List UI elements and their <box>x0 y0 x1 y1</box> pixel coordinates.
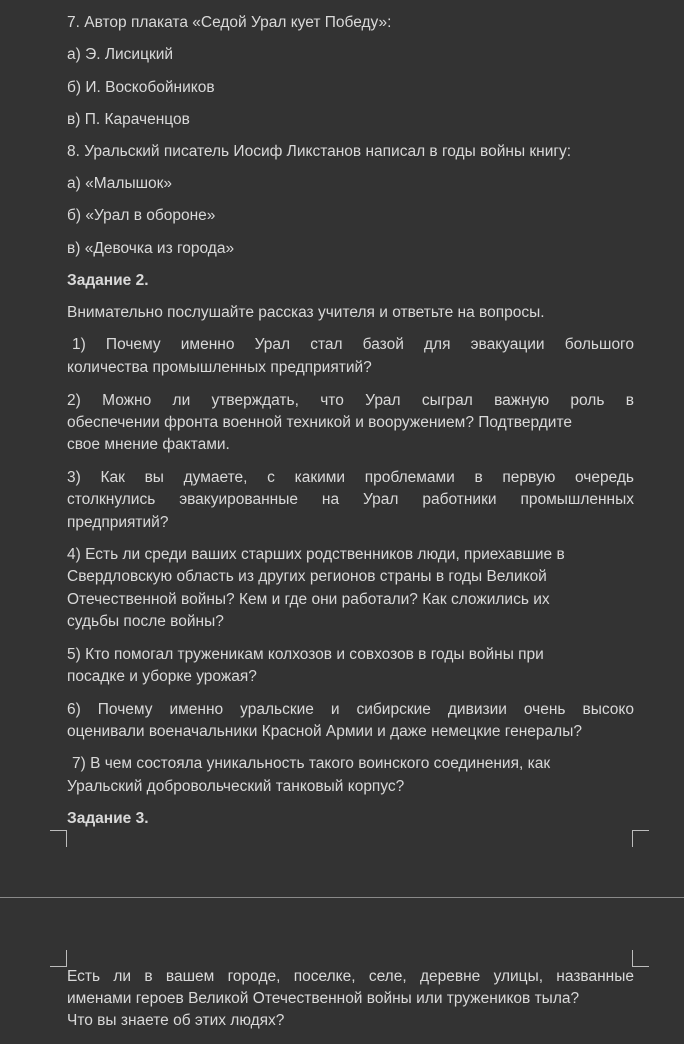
task2-heading: Задание 2. <box>67 272 149 289</box>
task2-q3-line3: предприятий? <box>67 514 169 531</box>
task2-q5-line1: 5) Кто помогал труженикам колхозов и совхозов в годы войны при <box>67 646 544 663</box>
task2-q6-line1: 6) Почему именно уральские и сибирские дивизии очень высоко <box>67 701 634 718</box>
crop-mark-bottom-left <box>50 950 67 967</box>
task2-q1-line2: количества промышленных предприятий? <box>67 359 372 376</box>
page-separator <box>0 897 684 898</box>
task2-q2-line1: 2) Можно ли утверждать, что Урал сыграл важную роль в <box>67 392 634 409</box>
task3-line1: Есть ли в вашем городе, поселке, селе, деревне улицы, названные <box>67 968 634 985</box>
q8-option-b: б) «Урал в обороне» <box>67 207 216 224</box>
q7-option-a: а) Э. Лисицкий <box>67 46 174 63</box>
question-7: 7. Автор плаката «Седой Урал кует Победу»: <box>67 14 392 31</box>
task2-q4-line4: судьбы после войны? <box>67 613 224 630</box>
task3-line3: Что вы знаете об этих людях? <box>67 1012 285 1029</box>
task3-heading: Задание 3. <box>67 810 149 827</box>
task2-q4-line1: 4) Есть ли среди ваших старших родственников люди, приехавшие в <box>67 546 565 563</box>
task2-intro: Внимательно послушайте рассказ учителя и ответьте на вопросы. <box>67 304 545 321</box>
task2-q2-line2: обеспечении фронта военной техникой и вооружением? Подтвердите <box>67 414 572 431</box>
task2-q4-line2: Свердловскую область из других регионов страны в годы Великой <box>67 568 547 585</box>
crop-mark-top-right <box>632 830 649 847</box>
task2-q1-line1: 1) Почему именно Урал стал базой для эвакуации большого <box>72 336 634 353</box>
task2-q7-line2: Уральский добровольческий танковый корпус? <box>67 778 405 795</box>
crop-mark-bottom-right <box>632 950 649 967</box>
task2-q3-line2: столкнулись эвакуированные на Урал работники промышленных <box>67 491 634 508</box>
task2-q5-line2: посадке и уборке урожая? <box>67 668 257 685</box>
task2-q2-line3: свое мнение фактами. <box>67 436 230 453</box>
task2-q3-line1: 3) Как вы думаете, с какими проблемами в первую очередь <box>67 469 634 486</box>
crop-mark-top-left <box>50 830 67 847</box>
q7-option-b: б) И. Воскобойников <box>67 79 215 96</box>
task2-q7-line1: 7) В чем состояла уникальность такого воинского соединения, как <box>72 755 551 772</box>
document-page-2 <box>0 899 684 1044</box>
q7-option-c: в) П. Караченцов <box>67 111 190 128</box>
q8-option-a: а) «Малышок» <box>67 175 173 192</box>
task2-q4-line3: Отечественной войны? Кем и где они работали? Как сложились их <box>67 591 550 608</box>
q8-option-c: в) «Девочка из города» <box>67 240 235 257</box>
task3-line2: именами героев Великой Отечественной войны или тружеников тыла? <box>67 990 580 1007</box>
task2-q6-line2: оценивали военачальники Красной Армии и даже немецкие генералы? <box>67 723 582 740</box>
question-8: 8. Уральский писатель Иосиф Ликстанов написал в годы войны книгу: <box>67 143 572 160</box>
